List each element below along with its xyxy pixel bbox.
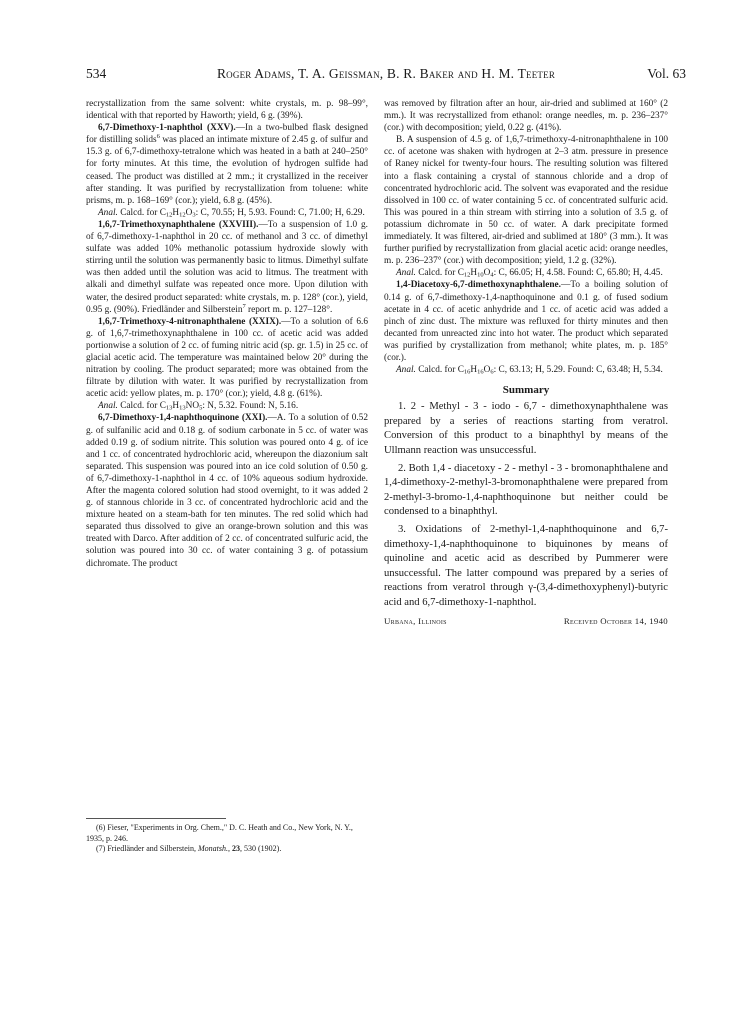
paragraph-diacetoxy: 1,4-Diacetoxy-6,7-dimethoxynaphthalene.—To a boiling solution of 0.14 g. of 6,7-dimethoxy-1,4-napthoquinone and 0.1 g. of fused sodium acetate in 4 cc. of acetic anhydride and 1 cc. of acetic acid was added a pinch of zinc dust. The mixture was refluxed for thirty minutes and then decanted from unreacted zinc into hot water. The product which separated was purified by crystallization from methanol; white plates, m. p. 185° (cor.). (384, 280, 668, 363)
summary-item-3: 3. Oxidations of 2-methyl-1,4-naphthoquinone and 6,7-dimethoxy-1,4-naphthoquinone to biquinones by means of quinoline and acetic acid as described by Pummerer were unsuccessful. The latter compound was prepared by a series of reactions from veratrol through γ-(3,4-dimethoxyphenyl)-butyric acid and 6,7-dimethoxy-1-naphthol. (384, 524, 668, 608)
location: Urbana, Illinois (384, 615, 447, 626)
page-header (86, 66, 686, 86)
page-number: 534 (86, 66, 107, 81)
analysis-line: Anal. Calcd. for $C_{12}H_{12}O_3$: C, 70.55; H, 5.93. Found: C, 71.00; H, 6.29. (98, 207, 365, 219)
left-column (86, 98, 368, 570)
paragraph-trimethoxynaphthalene: 1,6,7-Trimethoxynaphthalene (XXVIII).—To a suspension of 1.0 g. of 6,7-dimethoxy-1-naphthol in 20 cc. of methanol and 3 cc. of dimethyl sulfate was added 10% methanolic potassium hydroxide slowly with stirring until the solution was permanently basic to litmus. Dimethyl sulfate was then added until the solution was acid to litmus. The treatment with alkali and dimethyl sulfate was repeated once more. Upon dilution with water, the desired product separated: white crystals, m. p. 128° (cor.), yield, 0.95 g. (90%). Friedländer and Silberstein$^7$ report m. p. 127–128°. (86, 219, 368, 315)
summary-item-2: 2. Both 1,4 - diacetoxy - 2 - methyl - 3 - bromonaphthalene and 1,4-dimethoxy-2-methyl-3-bromonaphthalene were prepared from 2-methyl-3-bromo-1,4-naphthoquinone but neither could be condensed to a binaphthyl. (384, 462, 668, 518)
right-column (384, 98, 668, 627)
paragraph-nitronaphthalene: 1,6,7-Trimethoxy-4-nitronaphthalene (XXIX).—To a solution of 6.6 g. of 1,6,7-trimethoxynaphthalene in 100 cc. of acetic acid was added portionwise a solution of 2 cc. of fuming nitric acid (sp. gr. 1.5) in 25 cc. of glacial acetic acid. The temperature was maintained below 20° during the nitration by cooling. The product separated; more was obtained from the filtrate by dilution with water. It was purified by recrystallization from acetic acid: yellow plates, m. p. 170° (cor.); yield, 4.8 g. (61%). (86, 316, 368, 400)
volume-label: Vol. 63 (647, 66, 686, 81)
footnote-rule (86, 818, 226, 819)
summary-heading: Summary (502, 384, 550, 397)
footnotes (86, 823, 368, 855)
analysis-line: Anal. Calcd. for $C_{12}H_{10}O_4$: C, 66.05; H, 4.58. Found: C, 65.80; H, 4.45. (396, 268, 663, 279)
paragraph: was removed by filtration after an hour, air-dried and sublimed at 160° (2 mm.). It was recrystallized from ethanol: orange needles, m. p. 236–237° (cor.) with decomposition; yield, 0.22 g. (41%). (384, 99, 668, 134)
dateline (384, 615, 668, 627)
paragraph-method-b: B. A suspension of 4.5 g. of 1,6,7-trimethoxy-4-nitronaphthalene in 100 cc. of acetone was shaken with hydrogen at 2–3 atm. pressure in presence of Raney nickel for twenty-four hours. The resulting solution was filtered into a flask containing a crystal of stannous chloride and a drop of concentrated hydrochloric acid. The solvent was evaporated and the residue dissolved in 100 cc. of water containing 5 cc. of concentrated sulfuric acid. This was poured in a thin stream with stirring into a solution of 3.5 g. of potassium dichromate in 50 cc. of water. A dark precipitate formed immediately. It was filtered, air-dried and sublimed at 180° (3 mm.). It was further purified by recrystallization from glacial acetic acid: orange needles, m. p. 236–237° (cor.) with decomposition; yield, 1.2 g. (32%). (384, 135, 668, 267)
paragraph-dimethoxy-naphthol: 6,7-Dimethoxy-1-naphthol (XXV).—In a two-bulbed flask designed for distilling solids$^6$ was placed an intimate mixture of 2.45 g. of sulfur and 15.3 g. of 6,7-dimethoxy-tetralone which was heated in a bath at 240–250° for forty minutes. At this time, the evolution of hydrogen sulfide had ceased. The product was distilled at 2 mm.; it crystallized in the receiver after standing. It was purified by recrystallization from toluene: white prisms, m. p. 168–169° (cor.); yield, 6.8 g. (45%). (86, 123, 369, 206)
footnote-6: (6) Fieser, "Experiments in Org. Chem.," D. C. Heath and Co., New York, N. Y., 1935, p. 246. (86, 823, 353, 843)
paragraph: recrystallization from the same solvent: white crystals, m. p. 98–99°, identical with that reported by Haworth; yield, 6 g. (39%). (86, 99, 368, 122)
analysis-line: Anal. Calcd. for $C_{13}H_{13}NO_5$: N, 5.32. Found: N, 5.16. (98, 401, 299, 412)
summary-item-1: 1. 2 - Methyl - 3 - iodo - 6,7 - dimethoxynaphthalene was prepared by a series of reactions starting from veratrol. Conversion of this product to a binaphthyl by means of the Ullmann reaction was unsuccessful. (384, 401, 668, 457)
summary-section (384, 400, 668, 610)
analysis-line: Anal. Calcd. for $C_{16}H_{16}O_6$: C, 63.13; H, 5.29. Found: C, 63.48; H, 5.34. (396, 365, 663, 376)
received-date: Received October 14, 1940 (563, 615, 668, 626)
footnote-7: (7) Friedländer and Silberstein, Monatsh., 23, 530 (1902). (96, 844, 282, 854)
paragraph-naphthoquinone: 6,7-Dimethoxy-1,4-naphthoquinone (XXI).—A. To a solution of 0.52 g. of sulfanilic acid and 0.18 g. of sodium carbonate in 5 cc. of water was added 0.19 g. of sodium nitrite. This solution was poured onto 4 g. of ice and 1 cc. of concentrated hydrochloric acid, whereupon the diazonium salt separated. This suspension was poured into an ice cold solution of 0.50 g. of 6,7-dimethoxy-1-naphthol in 4 cc. of 10% aqueous sodium hydroxide. After the magenta colored solution had stood overnight, to it was added 2 g. of stannous chloride in 3 cc. of concentrated hydrochloric acid and the mixture heated on a steam-bath for ten minutes. The red solid which had separated thus dissolved to give an orange-brown solution and this was treated with Darco. After addition of 2 cc. of concentrated sulfuric acid, the solution was poured into 30 cc. of water containing 3 g. of potassium dichromate. The product (86, 413, 368, 569)
running-head-authors: Roger Adams, T. A. Geissman, B. R. Baker and H. M. Teeter (216, 66, 556, 81)
